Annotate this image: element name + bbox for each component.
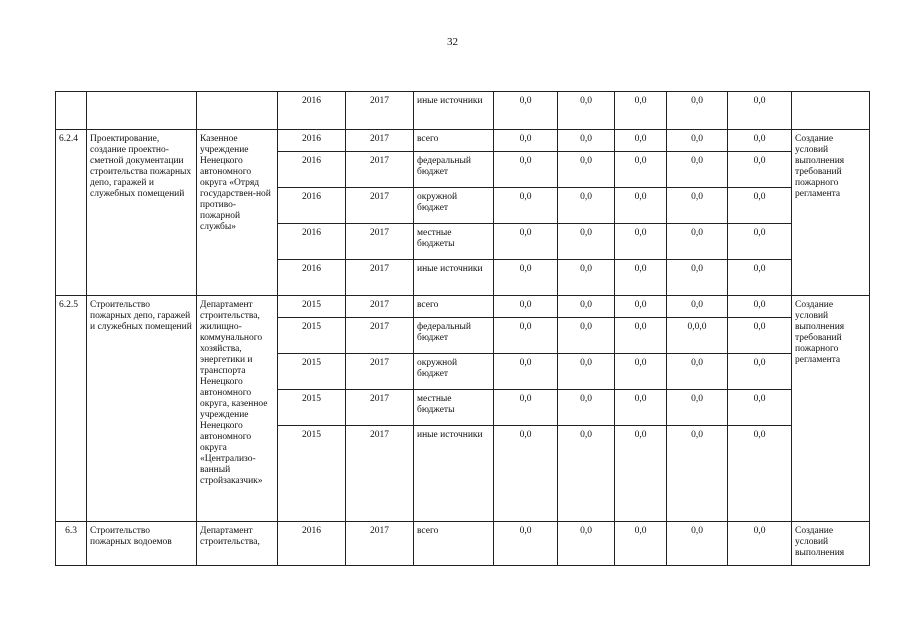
expected-result: Создание условий выполнения bbox=[792, 522, 870, 566]
table-row bbox=[56, 296, 870, 318]
end-year: 2017 bbox=[346, 260, 414, 296]
value-cell: 0,0 bbox=[558, 188, 615, 224]
start-year: 2016 bbox=[278, 522, 346, 566]
value-cell: 0,0 bbox=[667, 390, 728, 426]
start-year: 2015 bbox=[278, 354, 346, 390]
funding-source: всего bbox=[414, 130, 494, 152]
value-cell: 0,0 bbox=[615, 152, 667, 188]
value-cell: 0,0 bbox=[615, 260, 667, 296]
program-table bbox=[55, 91, 870, 566]
value-cell: 0,0 bbox=[728, 188, 792, 224]
start-year: 2015 bbox=[278, 390, 346, 426]
end-year: 2017 bbox=[346, 296, 414, 318]
end-year: 2017 bbox=[346, 188, 414, 224]
value-cell: 0,0 bbox=[615, 296, 667, 318]
value-cell: 0,0 bbox=[615, 390, 667, 426]
value-cell: 0,0 bbox=[667, 130, 728, 152]
value-cell: 0,0 bbox=[494, 260, 558, 296]
table-row bbox=[56, 92, 870, 130]
value-cell: 0,0 bbox=[728, 426, 792, 522]
funding-source: окружной бюджет bbox=[414, 188, 494, 224]
value-cell: 0,0 bbox=[615, 426, 667, 522]
funding-source: иные источники bbox=[414, 92, 494, 130]
table-row bbox=[56, 522, 870, 566]
start-year: 2016 bbox=[278, 188, 346, 224]
table-row bbox=[56, 130, 870, 152]
value-cell: 0,0 bbox=[494, 92, 558, 130]
value-cell: 0,0 bbox=[667, 260, 728, 296]
end-year: 2017 bbox=[346, 426, 414, 522]
funding-source: федеральный бюджет bbox=[414, 152, 494, 188]
funding-source: окружной бюджет bbox=[414, 354, 494, 390]
executor: Казенное учреждение Ненецкого автономного округа «Отряд государствен-ной противо-пожарной службы» bbox=[197, 130, 278, 296]
funding-source: федеральный бюджет bbox=[414, 318, 494, 354]
end-year: 2017 bbox=[346, 224, 414, 260]
value-cell: 0,0 bbox=[558, 92, 615, 130]
value-cell: 0,0,0 bbox=[667, 318, 728, 354]
funding-source: иные источники bbox=[414, 426, 494, 522]
value-cell: 0,0 bbox=[728, 390, 792, 426]
value-cell: 0,0 bbox=[615, 224, 667, 260]
start-year: 2016 bbox=[278, 224, 346, 260]
funding-source: всего bbox=[414, 522, 494, 566]
start-year: 2015 bbox=[278, 318, 346, 354]
value-cell: 0,0 bbox=[558, 522, 615, 566]
start-year: 2016 bbox=[278, 92, 346, 130]
value-cell: 0,0 bbox=[615, 188, 667, 224]
value-cell: 0,0 bbox=[728, 224, 792, 260]
value-cell: 0,0 bbox=[558, 390, 615, 426]
value-cell: 0,0 bbox=[494, 152, 558, 188]
value-cell: 0,0 bbox=[728, 296, 792, 318]
value-cell: 0,0 bbox=[558, 318, 615, 354]
value-cell: 0,0 bbox=[667, 92, 728, 130]
value-cell: 0,0 bbox=[728, 130, 792, 152]
row-number: 6.2.4 bbox=[56, 130, 87, 296]
start-year: 2015 bbox=[278, 426, 346, 522]
value-cell: 0,0 bbox=[667, 224, 728, 260]
value-cell: 0,0 bbox=[558, 130, 615, 152]
value-cell: 0,0 bbox=[494, 390, 558, 426]
value-cell: 0,0 bbox=[615, 354, 667, 390]
value-cell: 0,0 bbox=[558, 296, 615, 318]
activity-name: Строительство пожарных водоемов bbox=[87, 522, 197, 566]
value-cell: 0,0 bbox=[615, 522, 667, 566]
end-year: 2017 bbox=[346, 92, 414, 130]
end-year: 2017 bbox=[346, 130, 414, 152]
start-year: 2016 bbox=[278, 260, 346, 296]
value-cell: 0,0 bbox=[494, 318, 558, 354]
value-cell: 0,0 bbox=[494, 224, 558, 260]
end-year: 2017 bbox=[346, 390, 414, 426]
value-cell: 0,0 bbox=[728, 354, 792, 390]
funding-source: иные источники bbox=[414, 260, 494, 296]
value-cell: 0,0 bbox=[558, 224, 615, 260]
funding-source: местные бюджеты bbox=[414, 224, 494, 260]
expected-result: Создание условий выполнения требований пожарного регламента bbox=[792, 130, 870, 296]
row-number: 6.2.5 bbox=[56, 296, 87, 522]
value-cell: 0,0 bbox=[667, 354, 728, 390]
value-cell: 0,0 bbox=[494, 522, 558, 566]
executor bbox=[197, 92, 278, 130]
executor: Департамент строительства, bbox=[197, 522, 278, 566]
value-cell: 0,0 bbox=[558, 354, 615, 390]
activity-name: Строительство пожарных депо, гаражей и служебных помещений bbox=[87, 296, 197, 522]
page-number: 32 bbox=[447, 36, 458, 48]
value-cell: 0,0 bbox=[615, 92, 667, 130]
value-cell: 0,0 bbox=[494, 188, 558, 224]
value-cell: 0,0 bbox=[615, 130, 667, 152]
value-cell: 0,0 bbox=[728, 522, 792, 566]
row-number bbox=[56, 92, 87, 130]
start-year: 2016 bbox=[278, 130, 346, 152]
activity-name: Проектирование, создание проектно-сметной документации строительства пожарных депо, гаражей и служебных помещений bbox=[87, 130, 197, 296]
executor: Департамент строительства, жилищно-коммунального хозяйства, энергетики и транспорта Ненецкого автономного округа, казенное учреждение Ненецкого автономного округа «Централизо-ванный стройзаказчик» bbox=[197, 296, 278, 522]
value-cell: 0,0 bbox=[667, 188, 728, 224]
funding-source: местные бюджеты bbox=[414, 390, 494, 426]
value-cell: 0,0 bbox=[558, 426, 615, 522]
value-cell: 0,0 bbox=[558, 260, 615, 296]
activity-name bbox=[87, 92, 197, 130]
end-year: 2017 bbox=[346, 318, 414, 354]
end-year: 2017 bbox=[346, 152, 414, 188]
value-cell: 0,0 bbox=[667, 522, 728, 566]
expected-result bbox=[792, 92, 870, 130]
value-cell: 0,0 bbox=[728, 318, 792, 354]
end-year: 2017 bbox=[346, 522, 414, 566]
start-year: 2015 bbox=[278, 296, 346, 318]
value-cell: 0,0 bbox=[558, 152, 615, 188]
row-number: 6.3 bbox=[56, 522, 87, 566]
value-cell: 0,0 bbox=[494, 130, 558, 152]
value-cell: 0,0 bbox=[728, 260, 792, 296]
end-year: 2017 bbox=[346, 354, 414, 390]
value-cell: 0,0 bbox=[667, 152, 728, 188]
expected-result: Создание условий выполнения требований пожарного регламента bbox=[792, 296, 870, 522]
funding-source: всего bbox=[414, 296, 494, 318]
value-cell: 0,0 bbox=[728, 152, 792, 188]
value-cell: 0,0 bbox=[494, 354, 558, 390]
value-cell: 0,0 bbox=[494, 296, 558, 318]
value-cell: 0,0 bbox=[667, 296, 728, 318]
value-cell: 0,0 bbox=[615, 318, 667, 354]
value-cell: 0,0 bbox=[667, 426, 728, 522]
value-cell: 0,0 bbox=[728, 92, 792, 130]
value-cell: 0,0 bbox=[494, 426, 558, 522]
start-year: 2016 bbox=[278, 152, 346, 188]
